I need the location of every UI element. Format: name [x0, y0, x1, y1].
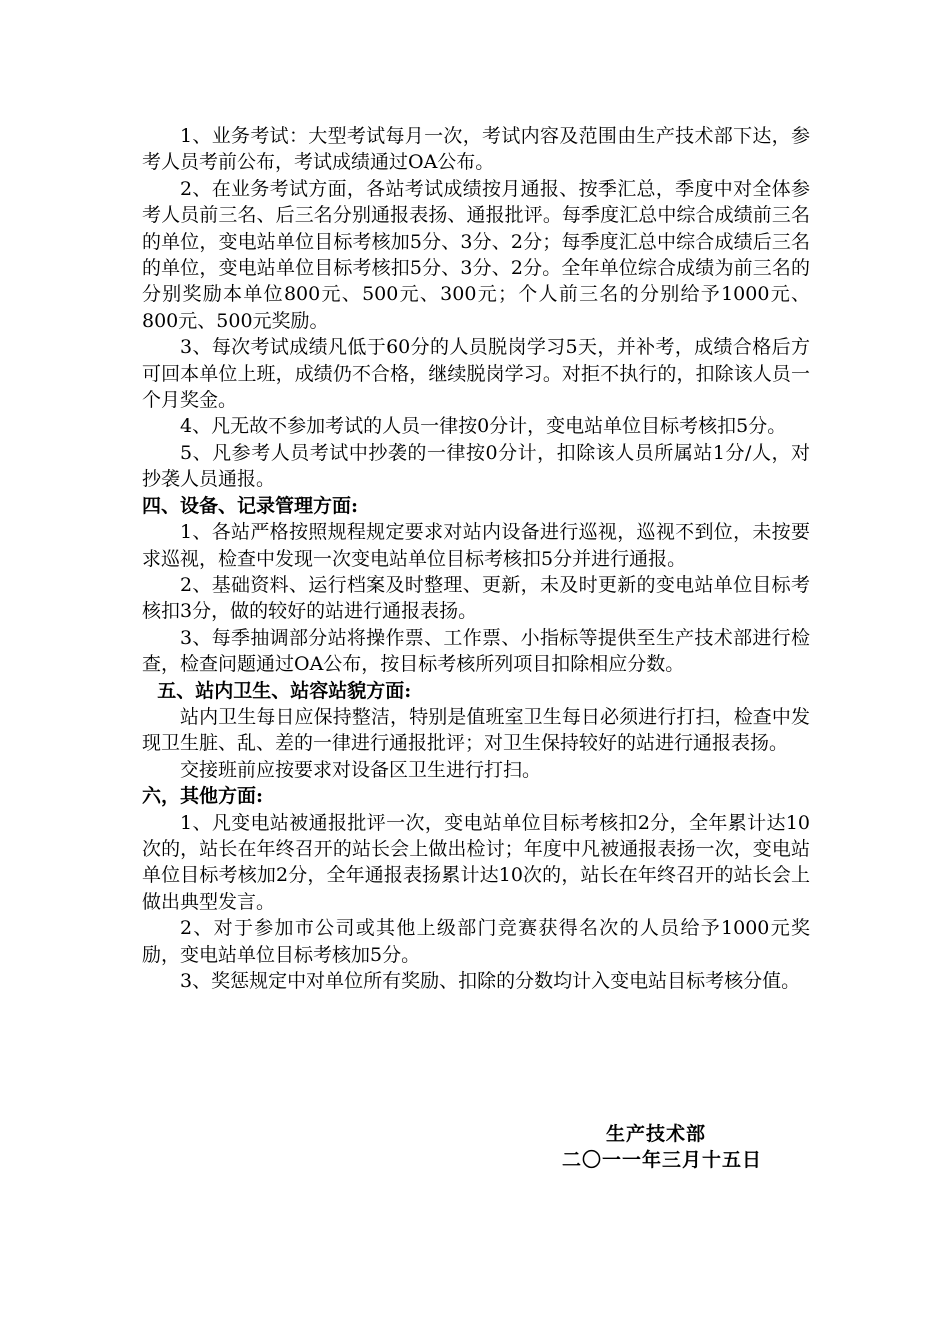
other-item-1: 1、凡变电站被通报批评一次，变电站单位目标考核扣2分，全年累计达10次的，站长在年终召开的站长会上做出检讨；年度中凡被通报表扬一次，变电站单位目标考核加2分，全年通报表扬累计达10次的，站长在年终召开的站长会上做出典型发言。 [142, 811, 810, 913]
hygiene-item-2: 交接班前应按要求对设备区卫生进行打扫。 [180, 758, 542, 781]
equipment-item-1: 1、各站严格按照规程规定要求对站内设备进行巡视，巡视不到位，未按要求巡视，检查中发现一次变电站单位目标考核扣5分并进行通报。 [142, 521, 810, 570]
signature-department: 生产技术部 [606, 1123, 707, 1145]
exam-item-1: 1、业务考试：大型考试每月一次，考试内容及范围由生产技术部下达，参考人员考前公布，考试成绩通过OA公布。 [142, 125, 810, 174]
other-item-3: 3、奖惩规定中对单位所有奖励、扣除的分数均计入变电站目标考核分值。 [180, 970, 801, 992]
section-heading-hygiene: 五、站内卫生、站容站貌方面: [157, 679, 412, 702]
exam-item-3: 3、每次考试成绩凡低于60分的人员脱岗学习5天，并补考，成绩合格后方可回本单位上班，成绩仍不合格，继续脱岗学习。对拒不执行的，扣除该人员一个月奖金。 [142, 336, 810, 412]
signature-date: 二〇一一年三月十五日 [562, 1149, 763, 1171]
equipment-item-3: 3、每季抽调部分站将操作票、工作票、小指标等提供至生产技术部进行检查，检查问题通过OA公布，按目标考核所列项目扣除相应分数。 [142, 626, 810, 676]
section-heading-equipment: 四、设备、记录管理方面: [142, 494, 359, 517]
exam-item-5: 5、凡参考人员考试中抄袭的一律按0分计，扣除该人员所属站1分/人，对抄袭人员通报。 [142, 441, 810, 491]
equipment-item-2: 2、基础资料、运行档案及时整理、更新，未及时更新的变电站单位目标考核扣3分，做的较好的站进行通报表扬。 [142, 573, 810, 623]
section-heading-other: 六，其他方面: [142, 785, 264, 808]
exam-item-4: 4、凡无故不参加考试的人员一律按0分计，变电站单位目标考核扣5分。 [180, 415, 787, 438]
exam-item-2: 2、在业务考试方面，各站考试成绩按月通报、按季汇总，季度中对全体参考人员前三名、后三名分别通报表扬、通报批评。每季度汇总中综合成绩前三名的单位，变电站单位目标考核加5分、3分、2分；每季度汇总中综合成绩后三名的单位，变电站单位目标考核扣5分、3分、2分。全年单位综合成绩为前三名的分别奖励本单位800元、500元、300元；个人前三名的分别给予1000元、800元、500元奖励。 [142, 177, 810, 332]
document-body [142, 123, 810, 994]
hygiene-item-1: 站内卫生每日应保持整洁，特别是值班室卫生每日必须进行打扫，检查中发现卫生脏、乱、差的一律进行通报批评；对卫生保持较好的站进行通报表扬。 [142, 705, 810, 755]
other-item-2: 2、对于参加市公司或其他上级部门竞赛获得名次的人员给予1000元奖励，变电站单位目标考核加5分。 [142, 917, 810, 966]
